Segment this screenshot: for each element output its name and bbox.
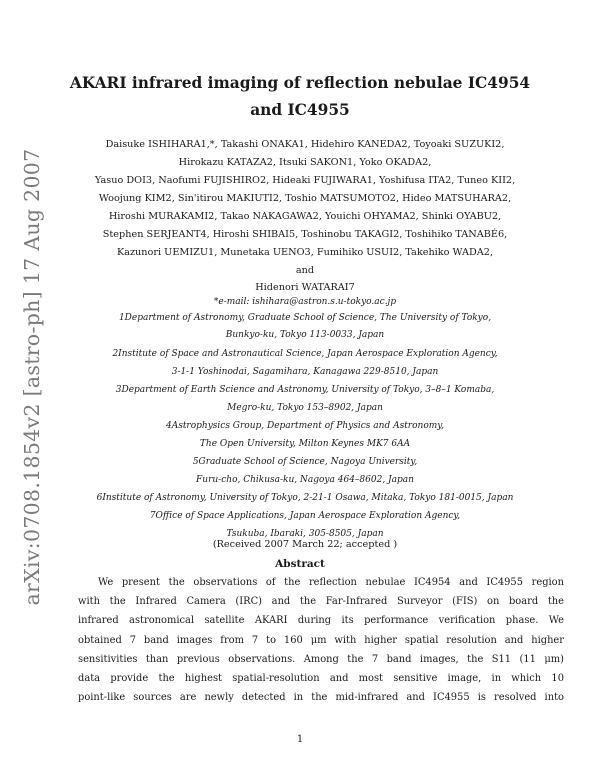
abstract-line: data provide the highest spatial-resolution and most sensitive image, in which 10 bbox=[78, 673, 564, 685]
arxiv-identifier: arXiv:0708.1854v2 [astro-ph] 17 Aug 2007 bbox=[20, 148, 44, 606]
abstract-paragraph bbox=[78, 573, 564, 707]
paper-title-line-2: and IC4955 bbox=[250, 101, 350, 119]
abstract-line: with the Infrared Camera (IRC) and the Far-Infrared Surveyor (FIS) on board the bbox=[78, 596, 564, 608]
author-line: Hiroshi MURAKAMI2, Takao NAKAGAWA2, Youichi OHYAMA2, Shinki OYABU2, bbox=[108, 211, 502, 222]
abstract-heading: Abstract bbox=[275, 558, 325, 570]
affiliation-line: The Open University, Milton Keynes MK7 6AA bbox=[199, 439, 411, 449]
author-line: Kazunori UEMIZU1, Munetaka UENO3, Fumihiko USUI2, Takehiko WADA2, bbox=[116, 247, 494, 258]
author-line: Woojung KIM2, Sin'itirou MAKIUTI2, Toshio MATSUMOTO2, Hideo MATSUHARA2, bbox=[98, 193, 512, 204]
affiliation-line: 1Department of Astronomy, Graduate School of Science, The University of Tokyo, bbox=[118, 313, 492, 323]
affiliation-line: 2Institute of Space and Astronautical Science, Japan Aerospace Exploration Agency, bbox=[112, 349, 498, 359]
affiliation-line: 7Office of Space Applications, Japan Aerospace Exploration Agency, bbox=[149, 511, 461, 521]
affiliation-line: 5Graduate School of Science, Nagoya University, bbox=[192, 457, 418, 467]
abstract-line: We present the observations of the reflection nebulae IC4954 and IC4955 region bbox=[98, 577, 564, 588]
affiliation-line: Bunkyo-ku, Tokyo 113-0033, Japan bbox=[225, 330, 385, 340]
author-line: Daisuke ISHIHARA1,*, Takashi ONAKA1, Hidehiro KANEDA2, Toyoaki SUZUKI2, bbox=[105, 139, 505, 150]
paper-title-line-1: AKARI infrared imaging of reflection nebulae IC4954 bbox=[69, 74, 531, 92]
affiliation-line: Megro-ku, Tokyo 153–8902, Japan bbox=[227, 403, 383, 413]
affiliation-line: 3Department of Earth Science and Astronomy, University of Tokyo, 3–8–1 Komaba, bbox=[115, 385, 495, 395]
abstract-line: infrared astronomical satellite AKARI during its performance verification phase. We bbox=[78, 615, 564, 627]
author-line: Hirokazu KATAZA2, Itsuki SAKON1, Yoko OKADA2, bbox=[178, 157, 432, 168]
affiliation-line: 3-1-1 Yoshinodai, Sagamihara, Kanagawa 229-8510, Japan bbox=[171, 367, 439, 377]
abstract-line: point-like sources are newly detected in the mid-infrared and IC4955 is resolved into bbox=[78, 692, 564, 704]
received-date: (Received 2007 March 22; accepted ) bbox=[212, 539, 398, 550]
affiliation-line: 6Institute of Astronomy, University of Tokyo, 2-21-1 Osawa, Mitaka, Tokyo 181-0015, Japan bbox=[96, 493, 514, 503]
affiliation-line: Tsukuba, Ibaraki, 305-8505, Japan bbox=[226, 529, 384, 539]
abstract-line: sensitivities than previous observations. Among the 7 band images, the S11 (11 μm) bbox=[78, 653, 564, 665]
affiliation-line: 4Astrophysics Group, Department of Physics and Astronomy, bbox=[165, 421, 445, 431]
affiliation-line: Furu-cho, Chikusa-ku, Nagoya 464–8602, Japan bbox=[196, 475, 414, 485]
author-line: Stephen SERJEANT4, Hiroshi SHIBAI5, Toshinobu TAKAGI2, Toshihiko TANABÉ6, bbox=[102, 229, 508, 240]
page-number: 1 bbox=[296, 734, 304, 745]
corresponding-email: *e-mail: ishihara@astron.s.u-tokyo.ac.jp bbox=[213, 297, 397, 307]
author-line: Hidenori WATARAI7 bbox=[255, 282, 355, 293]
abstract-line: obtained 7 band images from 7 to 160 μm with higher spatial resolution and higher bbox=[78, 634, 564, 646]
author-line: Yasuo DOI3, Naofumi FUJISHIRO2, Hideaki FUJIWARA1, Yoshifusa ITA2, Tuneo KII2, bbox=[94, 175, 516, 186]
author-line: and bbox=[295, 265, 315, 276]
